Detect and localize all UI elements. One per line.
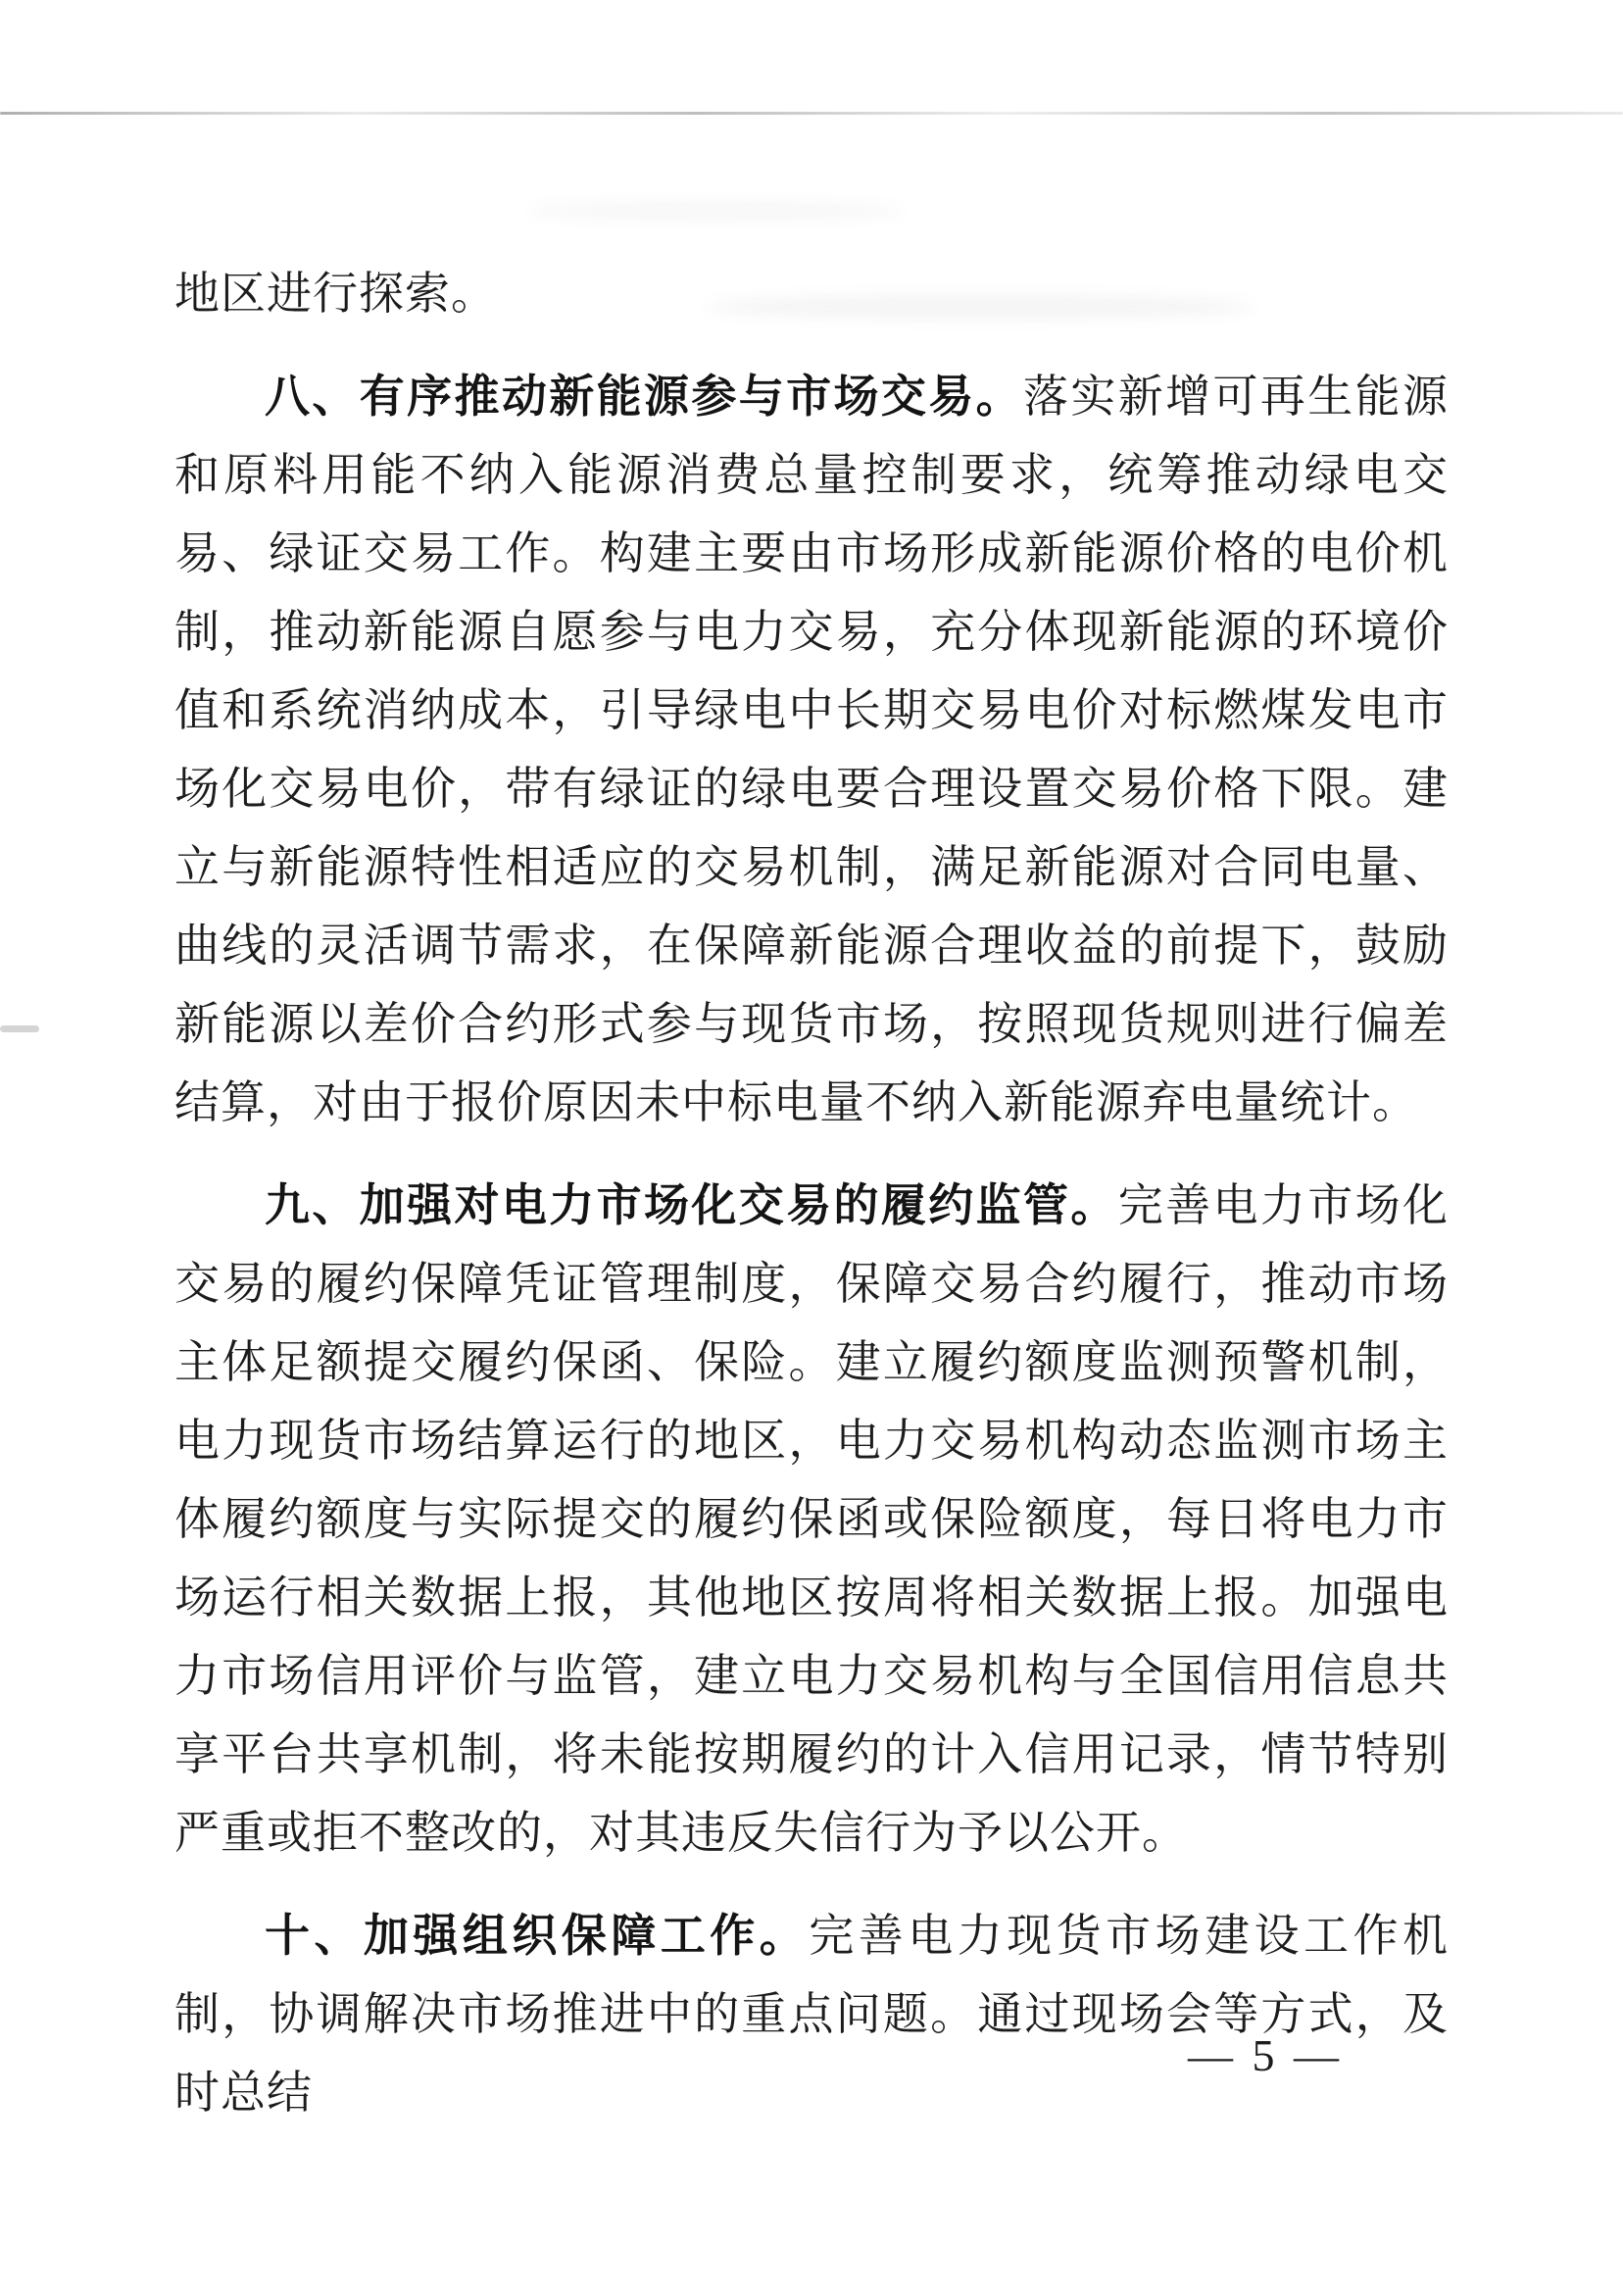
document-body [174, 255, 1449, 2132]
paragraph-section-10 [174, 1897, 1449, 2132]
paragraph-text: 落实新增可再生能源和原料用能不纳入能源消费总量控制要求，统筹推动绿电交易、绿证交易工作。构建主要由市场形成新能源价格的电价机制，推动新能源自愿参与电力交易，充分体现新能源的环境价值和系统消纳成本，引导绿电中长期交易电价对标燃煤发电市场化交易电价，带有绿证的绿电要合理设置交易价格下限。建立与新能源特性相适应的交易机制，满足新能源对合同电量、曲线的灵活调节需求，在保障新能源合理收益的前提下，鼓励新能源以差价合约形式参与现货市场，按照现货规则进行偏差结算，对由于报价原因未中标电量不纳入新能源弃电量统计。 [174, 372, 1449, 1127]
paragraph-text: 完善电力市场化交易的履约保障凭证管理制度，保障交易合约履行，推动市场主体足额提交履约保函、保险。建立履约额度监测预警机制，电力现货市场结算运行的地区，电力交易机构动态监测市场主体履约额度与实际提交的履约保函或保险额度，每日将电力市场运行相关数据上报，其他地区按周将相关数据上报。加强电力市场信用评价与监管，建立电力交易机构与全国信用信息共享平台共享机制，将未能按期履约的计入信用记录，情节特别严重或拒不整改的，对其违反失信行为予以公开。 [174, 1180, 1449, 1858]
section-heading-10: 十、加强组织保障工作。 [265, 1911, 810, 1961]
section-heading-9: 九、加强对电力市场化交易的履约监管。 [265, 1180, 1118, 1230]
page-number: — 5 — [1188, 2030, 1343, 2080]
paragraph-section-8 [174, 358, 1449, 1142]
scan-artifact-line [0, 112, 1623, 115]
paragraph-text: 地区进行探索。 [174, 269, 497, 319]
paragraph-section-9 [174, 1167, 1449, 1872]
scan-smudge [529, 201, 902, 221]
paragraph-text: 完善电力现货市场建设工作机制，协调解决市场推进中的重点问题。通过现场会等方式，及时总结 [174, 1911, 1450, 2118]
section-heading-8: 八、有序推动新能源参与市场交易。 [265, 372, 1023, 422]
scan-artifact-dash [0, 1025, 39, 1032]
paragraph-continuation [174, 255, 1449, 333]
